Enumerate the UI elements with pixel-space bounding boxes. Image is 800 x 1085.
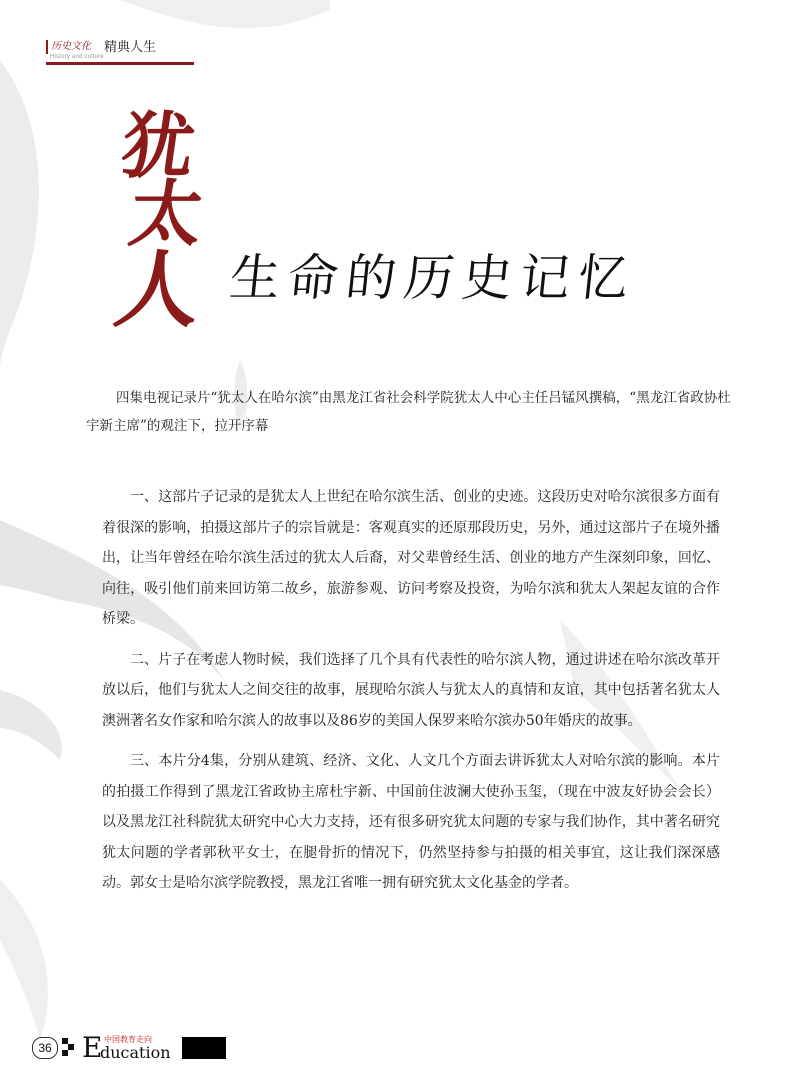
page-footer — [32, 1031, 232, 1065]
section-tag: 历史文化 — [46, 40, 101, 54]
paragraph-2: 二、片子在考虑人物时候，我们选择了几个具有代表性的哈尔滨人物，通过讲述在哈尔滨改革开放以后，他们与犹太人之间交往的故事，展现哈尔滨人与犹太人的真情和友谊，其中包括著名犹太人澳洲著名女作家和哈尔滨人的故事以及86岁的美国人保罗来哈尔滨办50年婚庆的故事。 — [102, 651, 720, 729]
title-char-3: 人 — [109, 240, 208, 339]
page-subtitle: 生命的历史记忆 — [226, 249, 640, 307]
section-title: 精典人生 — [104, 40, 157, 55]
title-char-2: 太 — [124, 171, 209, 256]
title-art — [100, 100, 700, 340]
intro-text: 四集电视记录片“犹太人在哈尔滨”由黑龙江省社会科学院犹太人中心主任吕锰风撰稿，“黑龙江省政协杜宇新主席”的观注下，拉开序幕 — [86, 390, 731, 434]
magazine-logo-word: ducation — [100, 1043, 171, 1062]
page-header — [46, 40, 194, 66]
article-body — [102, 482, 720, 909]
magazine-logo-letter: E — [82, 1031, 103, 1064]
section-tag-english: History and culture — [50, 54, 104, 60]
paragraph-3: 三、本片分4集，分别从建筑、经济、文化、人文几个方面去讲诉犹太人对哈尔滨的影响。本片的拍摄工作得到了黑龙江省政协主席杜宇新、中国前住波澜大使孙玉玺，（现在中波友好协会会长）以及黑龙江社科院犹太研究中心大力支持，还有很多研究犹太问题的专家与我们协作，其中著名研究犹太问题的学者郭秋平女士，在腿骨折的情况下，仍然坚持参与拍摄的相关事宜，这让我们深深感动。郭女士是哈尔滨学院教授，黑龙江省唯一拥有研究犹太文化基金的学者。 — [102, 753, 720, 891]
footer-black-block — [182, 1037, 226, 1059]
checker-icon — [62, 1038, 76, 1056]
page-number: 36 — [32, 1037, 58, 1059]
magazine-logo-cn: 中国教育走向 — [104, 1035, 152, 1044]
paragraph-1: 一、这部片子记录的是犹太人上世纪在哈尔滨生活、创业的史迹。这段历史对哈尔滨很多方面有着很深的影响，拍摄这部片子的宗旨就是：客观真实的还原那段历史，另外，通过这部片子在境外播出，让当年曾经在哈尔滨生活过的犹太人后裔，对父辈曾经生活、创业的地方产生深刻印象，回忆、向往，吸引他们前来回访第二故乡，旅游参观、访问考察及投资，为哈尔滨和犹太人架起友谊的合作桥梁。 — [102, 489, 720, 627]
intro-paragraph — [86, 384, 736, 440]
title-char-1: 犹 — [116, 103, 201, 188]
header-rule — [46, 62, 194, 65]
